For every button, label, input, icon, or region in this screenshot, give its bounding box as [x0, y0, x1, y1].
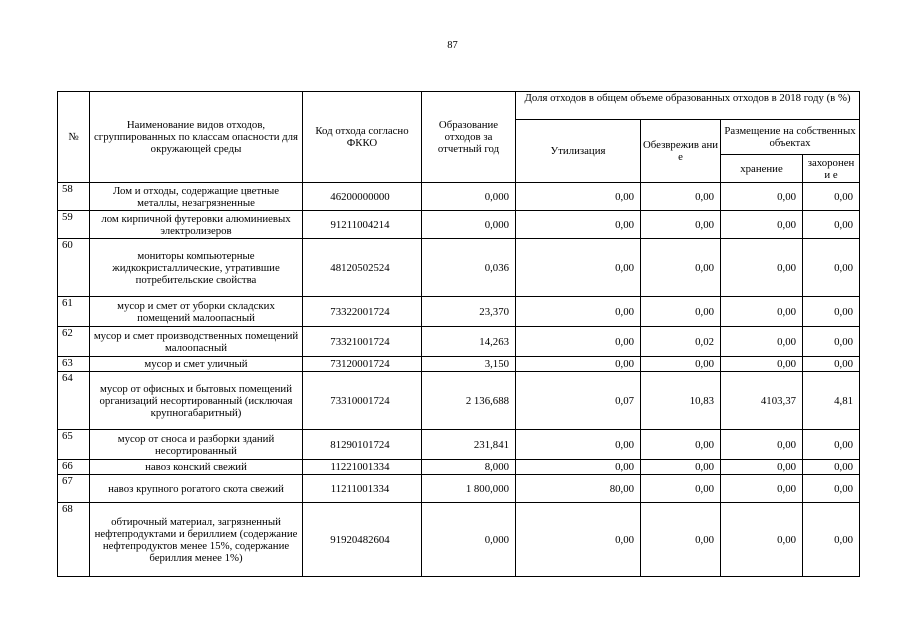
utilization-share: 0,07: [516, 372, 641, 430]
storage-share: 4103,37: [721, 372, 803, 430]
neutralization-share: 0,00: [641, 503, 721, 577]
formed-amount: 8,000: [422, 460, 516, 475]
waste-code: 73321001724: [303, 327, 422, 357]
neutralization-share: 10,83: [641, 372, 721, 430]
table-row: [58, 211, 860, 239]
header-share: Доля отходов в общем объеме образованных отходов в 2018 году (в %): [516, 92, 860, 120]
burial-share: 0,00: [803, 357, 860, 372]
table-row: [58, 357, 860, 372]
row-number: 60: [58, 239, 90, 297]
burial-share: 0,00: [803, 430, 860, 460]
waste-code: 48120502524: [303, 239, 422, 297]
row-number: 59: [58, 211, 90, 239]
row-number: 58: [58, 183, 90, 211]
header-placement: Размещение на собственных объектах: [721, 120, 860, 155]
burial-share: 0,00: [803, 297, 860, 327]
utilization-share: 0,00: [516, 297, 641, 327]
waste-name: навоз крупного рогатого скота свежий: [90, 475, 303, 503]
header-utilization: Утилизация: [516, 120, 641, 183]
burial-share: 0,00: [803, 183, 860, 211]
neutralization-share: 0,00: [641, 297, 721, 327]
header-name: Наименование видов отходов, сгруппированных по классам опасности для окружающей среды: [90, 92, 303, 183]
utilization-share: 0,00: [516, 460, 641, 475]
burial-share: 0,00: [803, 503, 860, 577]
header-storage: хранение: [721, 155, 803, 183]
table-row: [58, 239, 860, 297]
formed-amount: 1 800,000: [422, 475, 516, 503]
waste-code: 11211001334: [303, 475, 422, 503]
waste-name: навоз конский свежий: [90, 460, 303, 475]
storage-share: 0,00: [721, 297, 803, 327]
waste-code: 91211004214: [303, 211, 422, 239]
waste-code: 73310001724: [303, 372, 422, 430]
header-formed: Образование отходов за отчетный год: [422, 92, 516, 183]
burial-share: 0,00: [803, 460, 860, 475]
utilization-share: 0,00: [516, 183, 641, 211]
burial-share: 0,00: [803, 475, 860, 503]
formed-amount: 14,263: [422, 327, 516, 357]
neutralization-share: 0,00: [641, 211, 721, 239]
neutralization-share: 0,00: [641, 239, 721, 297]
utilization-share: 0,00: [516, 239, 641, 297]
storage-share: 0,00: [721, 239, 803, 297]
formed-amount: 231,841: [422, 430, 516, 460]
waste-code: 81290101724: [303, 430, 422, 460]
storage-share: 0,00: [721, 357, 803, 372]
storage-share: 0,00: [721, 211, 803, 239]
storage-share: 0,00: [721, 327, 803, 357]
header-neutralization: Обезврежив ание: [641, 120, 721, 183]
formed-amount: 2 136,688: [422, 372, 516, 430]
formed-amount: 23,370: [422, 297, 516, 327]
table-row: [58, 475, 860, 503]
header-code: Код отхода согласно ФККО: [303, 92, 422, 183]
waste-table: [57, 91, 860, 577]
utilization-share: 0,00: [516, 357, 641, 372]
neutralization-share: 0,00: [641, 357, 721, 372]
waste-code: 73120001724: [303, 357, 422, 372]
table-row: [58, 430, 860, 460]
formed-amount: 0,000: [422, 211, 516, 239]
burial-share: 0,00: [803, 239, 860, 297]
table-row: [58, 297, 860, 327]
utilization-share: 0,00: [516, 430, 641, 460]
waste-name: мусор и смет уличный: [90, 357, 303, 372]
neutralization-share: 0,00: [641, 430, 721, 460]
waste-name: мусор от офисных и бытовых помещений организаций несортированный (исключая крупногабаритный): [90, 372, 303, 430]
waste-code: 11221001334: [303, 460, 422, 475]
row-number: 62: [58, 327, 90, 357]
formed-amount: 3,150: [422, 357, 516, 372]
row-number: 67: [58, 475, 90, 503]
storage-share: 0,00: [721, 503, 803, 577]
table-row: [58, 503, 860, 577]
formed-amount: 0,000: [422, 183, 516, 211]
waste-name: мусор от сноса и разборки зданий несортированный: [90, 430, 303, 460]
waste-code: 73322001724: [303, 297, 422, 327]
row-number: 66: [58, 460, 90, 475]
table-row: [58, 183, 860, 211]
burial-share: 0,00: [803, 327, 860, 357]
waste-code: 91920482604: [303, 503, 422, 577]
utilization-share: 0,00: [516, 327, 641, 357]
row-number: 61: [58, 297, 90, 327]
row-number: 65: [58, 430, 90, 460]
storage-share: 0,00: [721, 183, 803, 211]
burial-share: 4,81: [803, 372, 860, 430]
page-number: 87: [447, 40, 458, 51]
utilization-share: 0,00: [516, 503, 641, 577]
waste-name: мусор и смет производственных помещений малоопасный: [90, 327, 303, 357]
neutralization-share: 0,00: [641, 460, 721, 475]
waste-name: мусор и смет от уборки складских помещений малоопасный: [90, 297, 303, 327]
neutralization-share: 0,00: [641, 183, 721, 211]
utilization-share: 80,00: [516, 475, 641, 503]
row-number: 64: [58, 372, 90, 430]
waste-name: обтирочный материал, загрязненный нефтепродуктами и бериллием (содержание нефтепродуктов менее 15%, содержание бериллия менее 1%): [90, 503, 303, 577]
table-row: [58, 460, 860, 475]
storage-share: 0,00: [721, 460, 803, 475]
storage-share: 0,00: [721, 475, 803, 503]
header-num: №: [58, 92, 90, 183]
waste-code: 46200000000: [303, 183, 422, 211]
burial-share: 0,00: [803, 211, 860, 239]
formed-amount: 0,036: [422, 239, 516, 297]
row-number: 63: [58, 357, 90, 372]
utilization-share: 0,00: [516, 211, 641, 239]
neutralization-share: 0,02: [641, 327, 721, 357]
storage-share: 0,00: [721, 430, 803, 460]
waste-name: Лом и отходы, содержащие цветные металлы, незагрязненные: [90, 183, 303, 211]
waste-name: мониторы компьютерные жидкокристаллические, утратившие потребительские свойства: [90, 239, 303, 297]
table-row: [58, 327, 860, 357]
table-row: [58, 372, 860, 430]
header-burial: захоронени е: [803, 155, 860, 183]
formed-amount: 0,000: [422, 503, 516, 577]
waste-name: лом кирпичной футеровки алюминиевых электролизеров: [90, 211, 303, 239]
neutralization-share: 0,00: [641, 475, 721, 503]
row-number: 68: [58, 503, 90, 577]
